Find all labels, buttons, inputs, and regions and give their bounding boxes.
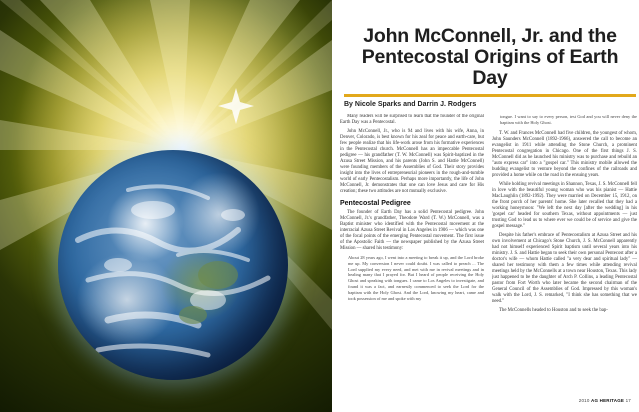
byline: By Nicole Sparks and Darrin J. Rodgers (344, 101, 477, 108)
paragraph: The McConnells headed to Houston and to seek the bap- (499, 307, 608, 313)
paragraph: Many readers will be surprised to learn that the founder of the original Earth Day was a Pentecostal. (340, 114, 484, 125)
cloud-swirls (58, 150, 288, 380)
paragraph: T. W. and Frances McConnell had five children, the youngest of whom, John Saunders McConnell (1892-1966), answered the call to become an evangelist in 1911 while attending the Stone Church, a prominent Pentecostal congregation in Chicago. One of the first things J. S. McConnell did as he launched his ministry was to purchase and rebuild an "auto express car" into a "gospel car." This ministry mobile allowed the budding evangelist to venture beyond the confines of the railroads and provided a home while on the road in the ensuing years. (492, 130, 637, 178)
text-column-left (340, 114, 484, 406)
page-number: 17 (625, 398, 631, 403)
section-heading: Pentecostal Pedigree (340, 200, 411, 207)
paragraph: John McConnell, Jr., who is 94 and lives with his wife, Anna, in Denver, Colorado, is best known for his zeal for peace and earth-care, but few people realize that his life-work arose from his formative experiences in the Pentecostal church. McConnell has an impeccable Pentecostal pedigree — his grandfather (T. W. McConnell) was Spirit-baptized in the Azusa Street Mission, and his parents (John S. and Hattie McConnell) were founding members of the Assemblies of God. Their story provides insight into the lives of entrepreneurial pioneers in the rough-and-tumble world of early Pentecostalism. Perhaps more importantly, the life of John McConnell, Jr. demonstrates that one can love Jesus and care for His creation; these two attitudes are not mutually exclusive. (340, 129, 484, 194)
footer-publication: AG HERITAGE (591, 398, 625, 403)
paragraph: While holding revival meetings in Shannon, Texas, J. S. McConnell fell in love with the beautiful young woman who was his pianist — Hattie MacLaughlin (1892-1992). They were married on December 15, 1912, on the front porch of her parents' home. She later recalled that they had a working honeymoon: "We left the next day [after the wedding] in his 'gospel car' headed for southern Texas, without appointments — just trusting God to lead us to where ever we could be of service and give the gospel message." (492, 181, 637, 229)
text-column-right (492, 114, 637, 404)
page-footer (579, 398, 631, 403)
footer-year: 2010 (578, 398, 590, 403)
paragraph: The founder of Earth Day has a solid Pentecostal pedigree. John McConnell, Jr.'s grandfather, Theodore Ward (T. W.) McConnell, was a Baptist minister who identified with the Pentecostal movement at the interracial Azusa Street Revival in Los Angeles in 1906 — which was one of the focal points of the emerging Pentecostal movement. The first issue of the Apostolic Faith — the newspaper published by the Azusa Street Mission — shared his testimony: (340, 210, 484, 251)
block-quote: About 28 years ago, I went into a meeting to break it up, and the Lord broke me up. My conversion I never could doubt. I was called to preach ... The Lord supplied my every need, and met with me in revival meetings and in healing many that I prayed for. But I heard of people receiving the Holy Ghost and speaking with tongues. I came to Los Angeles to investigate, and found it was a fact, and earnestly commenced to seek the Lord for the baptism with the Holy Ghost. And the Lord, knowing my heart, came and took possession of me and spoke with my (348, 255, 484, 301)
earth-globe (58, 150, 288, 380)
article-page (332, 0, 639, 412)
article-title: John McConnell, Jr. and the Pentecostal Origins of Earth Day (361, 25, 619, 89)
block-quote-continued: tongue. I want to say to every person, test God and you will never deny the baptism with the Holy Ghost. (500, 114, 637, 125)
paragraph: Despite his father's embrace of Pentecostalism at Azusa Street and his own involvement at Chicago's Stone Church, J. S. McConnell apparently had not himself experienced Spirit baptism until several years into his ministry. J. S. and Hattie began to seek their own personal Pentecost after a doctor's wife — whom Hattie called "a very dear and spiritual lady" — shared her testimony with them a few times while attending revival meetings held by the McConnells at a town near Houston, Texas. This lady just happened to be the daughter of Arch P. Collins, a leading Pentecostal pastor from Fort Worth who later became the second chairman of the General Council of the Assemblies of God. Impressed by this woman's walk with the Lord, J. S. remarked, "I think she has something that we need." (492, 232, 637, 304)
title-rule (344, 94, 636, 97)
